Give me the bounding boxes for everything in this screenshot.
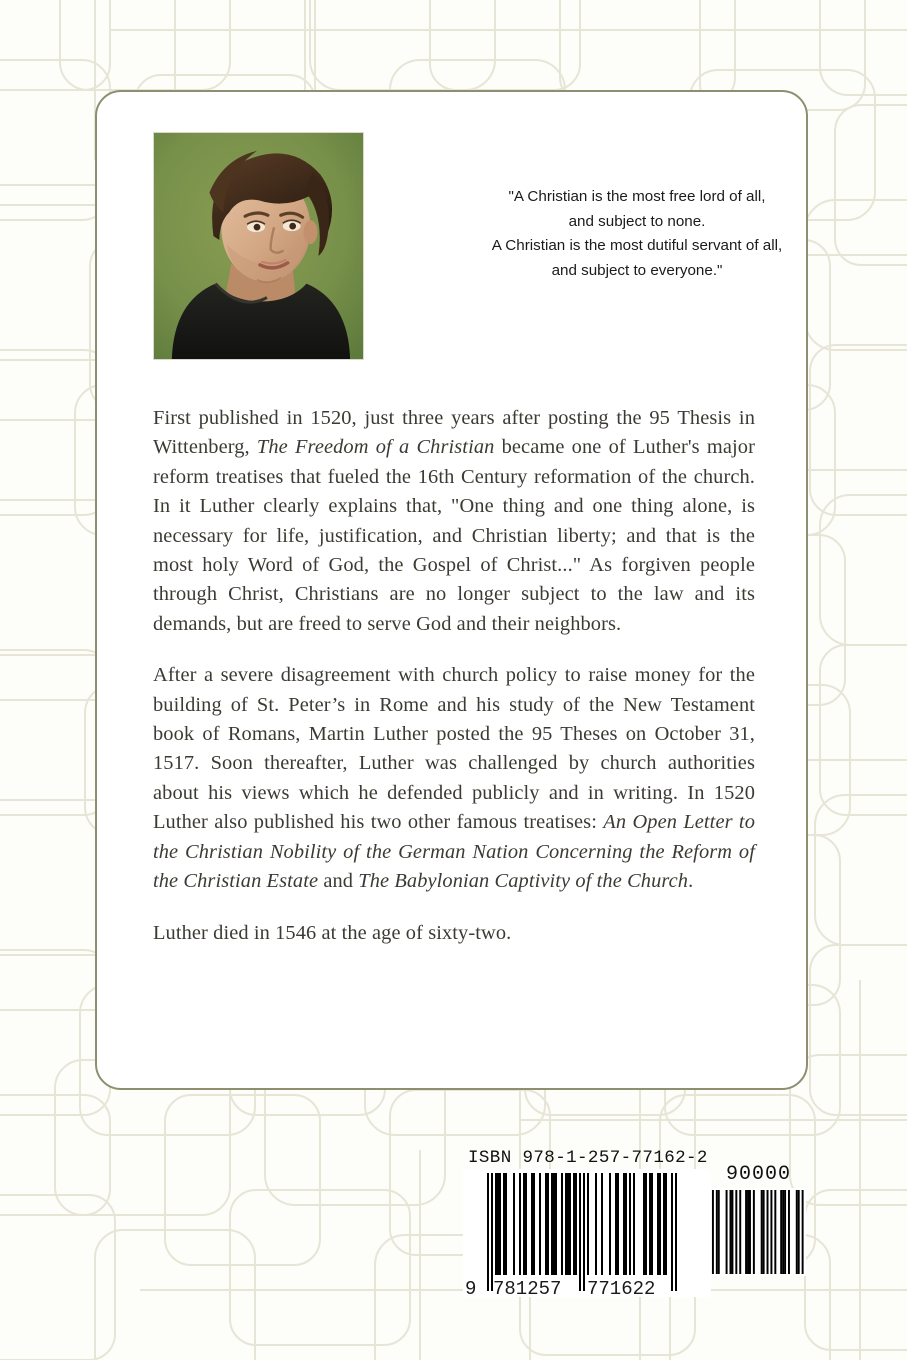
ean5-addon-barcode (706, 1188, 806, 1276)
p2-segment-2: and (318, 870, 359, 893)
isbn-barcode-block (463, 1148, 723, 1297)
addon-price-digits: 90000 (725, 1163, 791, 1186)
ean-digit-group-1: 9 (465, 1278, 477, 1297)
pull-quote (437, 185, 837, 283)
martin-luther-portrait (153, 132, 364, 360)
ean13-barcode (463, 1169, 711, 1297)
p1-book-title: The Freedom of a Christian (256, 436, 495, 459)
isbn-addon-block (706, 1163, 811, 1276)
isbn-label: ISBN 978-1-257-77162-2 (468, 1148, 708, 1168)
quote-line-4: and subject to everyone." (551, 261, 723, 279)
p1-segment-1: First published in 1520, just three years after posting the 95 Thesis in Wittenberg, (153, 407, 755, 459)
ean-digit-group-3: 771622 (587, 1278, 656, 1297)
p1-segment-2: became one of Luther's major reform treatises that fueled the 16th Century reformation of the church. In it Luther clearly explains that, "One thing and one thing alone, is necessary for life, justification, and Christian liberty; and that is the most holy Word of God, the Gospel of Christ..." As forgiven people through Christ, Christians are no longer subject to the law and its demands, but are freed to serve God and their neighbors. (153, 436, 755, 635)
paragraph-1 (153, 404, 755, 639)
ean-digit-group-2: 781257 (493, 1278, 562, 1297)
back-cover-panel (95, 90, 808, 1090)
quote-line-2: and subject to none. (568, 212, 706, 230)
p3-segment-1: Luther died in 1546 at the age of sixty-two. (153, 921, 512, 944)
paragraph-3 (153, 919, 755, 948)
p2-book-title-2: The Babylonian Captivity of the Church (358, 870, 689, 893)
quote-line-1: "A Christian is the most free lord of all, (508, 188, 766, 206)
quote-line-3: A Christian is the most dutiful servant of all, (491, 237, 783, 255)
paragraph-2 (153, 661, 755, 896)
p2-segment-3: . (688, 870, 694, 893)
p2-segment-1: After a severe disagreement with church policy to raise money for the building of St. Peter’s in Rome and his study of the New Testament book of Romans, Martin Luther posted the 95 Theses on October 31, 1517. Soon thereafter, Luther was challenged by church authorities about his views which he defended publicly and in writing. In 1520 Luther also published his two other famous treatises: (153, 664, 755, 834)
p2-book-title-1: An Open Letter to the Christian Nobility of the German Nation Concerning the Reform of the Christian Estate (153, 811, 755, 893)
back-cover-description (153, 404, 755, 948)
